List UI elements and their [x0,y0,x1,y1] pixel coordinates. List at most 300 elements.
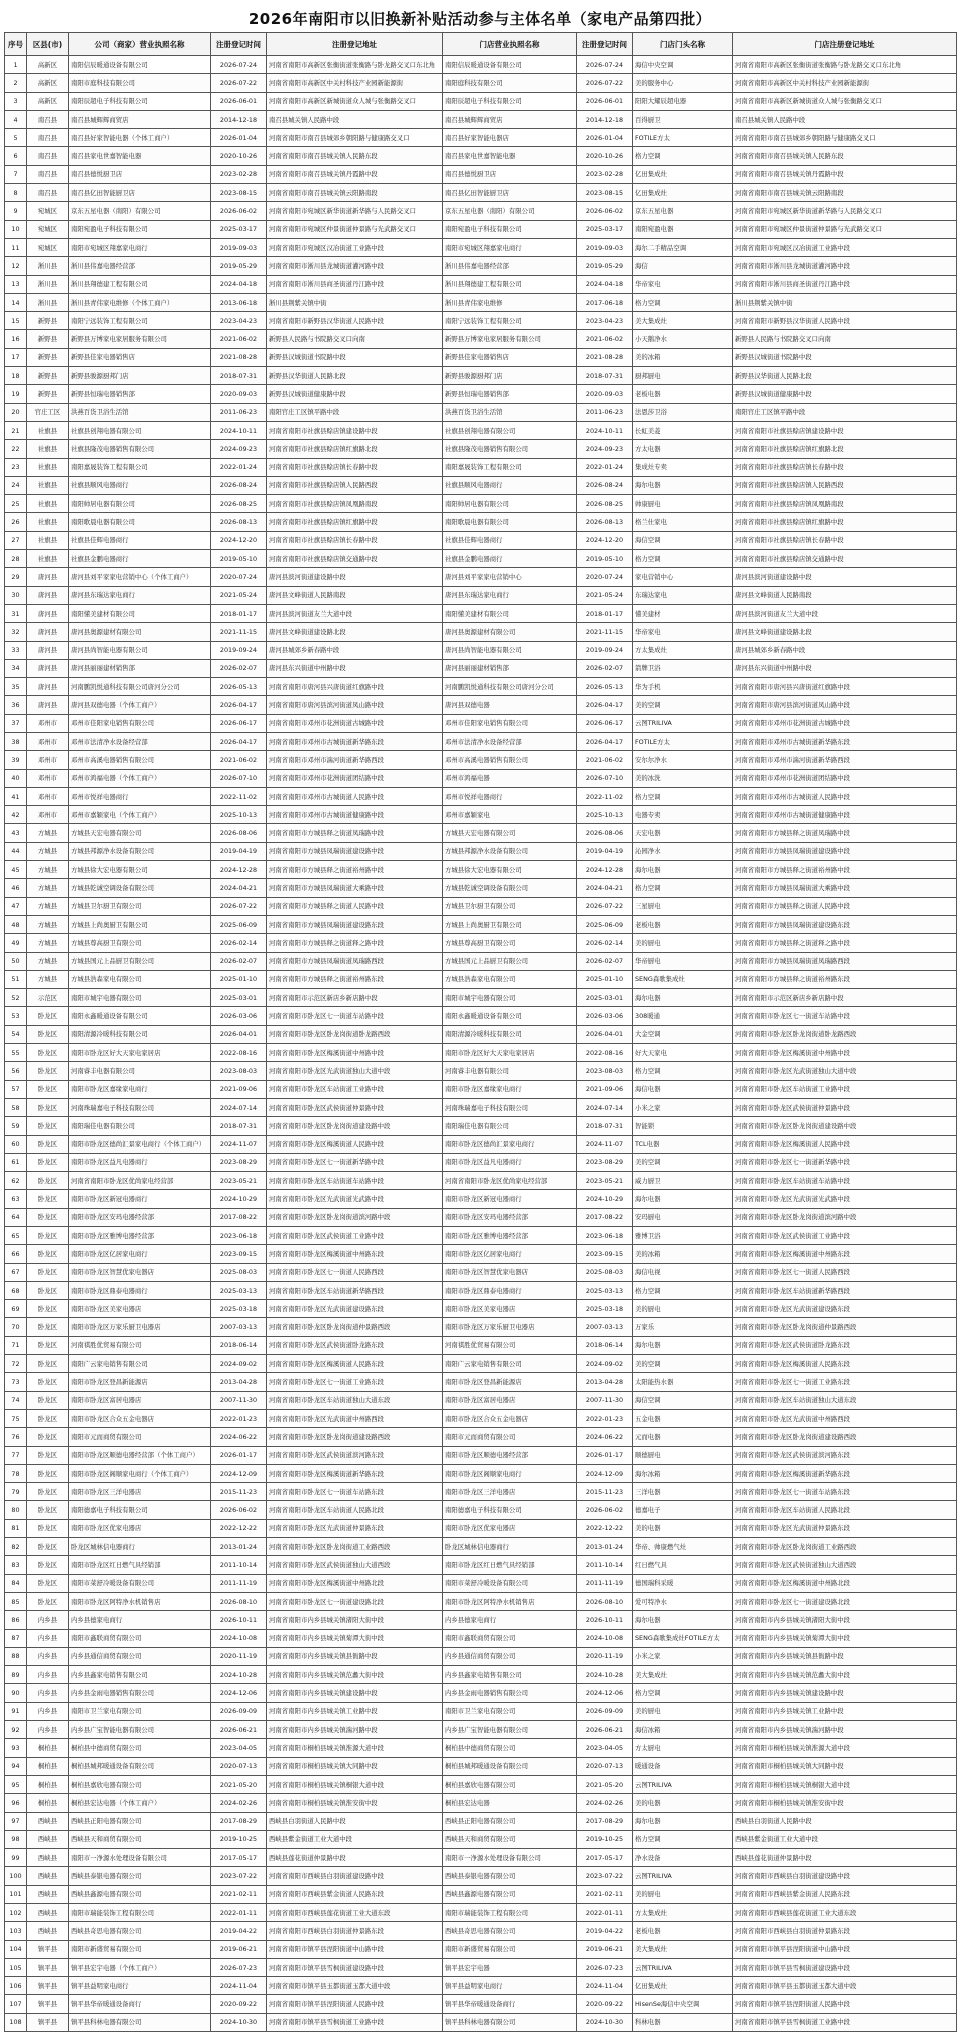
cell-store-address: 河南省南阳市卧龙区梅溪街道人民路中段 [733,1135,957,1153]
table-row [5,970,957,988]
cell-store-address: 河南省南阳市南召县城关镇丹霞路中段 [733,165,957,183]
cell-district: 西峡县 [27,1922,69,1940]
cell-company-name: 南阳市菜舒冷暖设备有限公司 [69,1574,211,1592]
cell-store-sign-name: 格力空调 [633,787,733,805]
cell-company-address: 河南省南阳市方城县释之街道裕州路中段 [267,861,443,879]
cell-store-license-name: 南召县亿田智能厨卫店 [443,184,577,202]
table-row [5,1940,957,1958]
cell-store-sign-name: HisenSe海信中央空调 [633,1995,733,2013]
cell-company-name: 南阳市卧龙区万家乐厨卫电器店 [69,1318,211,1336]
cell-store-reg-date: 2026-07-22 [577,897,633,915]
cell-company-reg-date: 2024-06-22 [211,1428,267,1446]
cell-company-address: 河南省南阳市方城县凤瑞街道大乘路中段 [267,879,443,897]
cell-store-address: 河南省南阳市方城县释之街道人民路中段 [733,897,957,915]
cell-district: 卧龙区 [27,1592,69,1610]
cell-store-sign-name: 美大集成灶 [633,1940,733,1958]
table-row [5,165,957,183]
cell-company-address: 河南省南阳市卧龙区梅溪街道新华路东段 [267,1464,443,1482]
cell-company-reg-date: 2023-07-22 [211,1867,267,1885]
cell-store-address: 河南省南阳市唐河县滨河街道凤山路中段 [733,696,957,714]
cell-company-reg-date: 2024-12-06 [211,1684,267,1702]
table-row [5,1757,957,1775]
cell-index: 44 [5,842,27,860]
cell-company-name: 南阳市鑫联商贸有限公司 [69,1629,211,1647]
cell-district: 西峡县 [27,1903,69,1921]
cell-store-address: 新野县汉城街道健康路中段 [733,385,957,403]
cell-store-address: 河南省南阳市邓州市古城街道健康路中段 [733,806,957,824]
cell-store-sign-name: 格力空调 [633,1062,733,1080]
cell-store-reg-date: 2019-05-29 [577,257,633,275]
cell-store-license-name: 镇平县科林电器有限公司 [443,2013,577,2031]
cell-store-address: 河南省南阳市高新区中关村科技产业园新能源街 [733,74,957,92]
cell-company-reg-date: 2018-07-31 [211,1117,267,1135]
cell-store-license-name: 南阳市卧龙区智慧优家电器店 [443,1263,577,1281]
cell-company-reg-date: 2023-08-29 [211,1153,267,1171]
cell-store-sign-name: 帅康厨电 [633,495,733,513]
cell-company-address: 河南省南阳市社旗县赊店镇长春路中段 [267,458,443,476]
cell-company-reg-date: 2024-12-09 [211,1464,267,1482]
cell-company-address: 河南省南阳市社旗县赊店镇建设路中段 [267,421,443,439]
cell-company-address: 新野县汉华街道人民路北段 [267,367,443,385]
cell-company-reg-date: 2024-11-07 [211,1135,267,1153]
table-row [5,1849,957,1867]
cell-store-address: 南阳官庄工区镇平路中段 [733,403,957,421]
cell-index: 38 [5,732,27,750]
cell-store-reg-date: 2020-07-13 [577,1757,633,1775]
cell-index: 94 [5,1757,27,1775]
cell-store-license-name: 南阳庭科技有限公司 [443,74,577,92]
cell-store-address: 新野县汉华街道人民路北段 [733,367,957,385]
cell-company-name: 新野县恒瑞电器销售部 [69,385,211,403]
cell-company-reg-date: 2019-10-25 [211,1830,267,1848]
cell-company-reg-date: 2024-10-30 [211,2013,267,2031]
cell-store-address: 河南省南阳市方城县凤瑞街道大乘路中段 [733,879,957,897]
cell-district: 邓州市 [27,751,69,769]
cell-district: 卧龙区 [27,1098,69,1116]
table-row [5,623,957,641]
table-row [5,1446,957,1464]
cell-store-license-name: 南阳市卧龙区嘉缘家电商行 [443,1080,577,1098]
cell-store-sign-name: 华帝家电 [633,623,733,641]
cell-store-reg-date: 2026-07-24 [577,56,633,74]
cell-company-name: 南阳辰超电子科技有限公司 [69,92,211,110]
cell-store-reg-date: 2022-11-02 [577,787,633,805]
cell-company-name: 南阳市卧龙区嘉缘家电商行 [69,1080,211,1098]
cell-company-name: 南阳清源冷暖科技有限公司 [69,1025,211,1043]
table-row [5,806,957,824]
cell-store-license-name: 河南祺胜优贸易有限公司 [443,1336,577,1354]
table-row [5,220,957,238]
table-row [5,1336,957,1354]
cell-index: 79 [5,1483,27,1501]
cell-district: 官庄工区 [27,403,69,421]
table-row [5,1281,957,1299]
cell-store-address: 河南省南阳市卧龙区七一街道车站路东段 [733,1483,957,1501]
table-row [5,1647,957,1665]
cell-store-sign-name: 美的电器 [633,1794,733,1812]
cell-store-reg-date: 2026-08-06 [577,824,633,842]
cell-company-reg-date: 2026-04-17 [211,732,267,750]
cell-store-address: 河南省南阳市社旗县赊店镇红旗路北段 [733,440,957,458]
cell-index: 76 [5,1428,27,1446]
cell-store-license-name: 方城县天宏电器有限公司 [443,824,577,842]
cell-store-sign-name: 美的电器 [633,1519,733,1537]
cell-company-address: 河南省南阳市卧龙区车站街道工业路中段 [267,1080,443,1098]
cell-company-name: 南阳懂美建材有限公司 [69,604,211,622]
cell-store-reg-date: 2018-07-31 [577,367,633,385]
cell-district: 卧龙区 [27,1355,69,1373]
cell-store-license-name: 南阳德嘉电子科技有限公司 [443,1501,577,1519]
cell-store-address: 河南省南阳市邓州市湍河街道新华路西段 [733,751,957,769]
cell-company-reg-date: 2026-03-06 [211,1007,267,1025]
cell-company-address: 河南省南阳市西峡县白羽街道建设路中段 [267,1867,443,1885]
cell-company-reg-date: 2021-06-02 [211,751,267,769]
cell-store-reg-date: 2017-05-17 [577,1849,633,1867]
cell-company-reg-date: 2025-01-10 [211,970,267,988]
cell-company-name: 邓州市法清净水设备经营部 [69,732,211,750]
cell-store-sign-name: 小米之家 [633,1098,733,1116]
cell-store-reg-date: 2026-02-14 [577,934,633,952]
cell-store-reg-date: 2022-01-11 [577,1903,633,1921]
cell-company-name: 南阳市卧龙区顺德电器经营部（个体工商户） [69,1446,211,1464]
cell-index: 5 [5,129,27,147]
cell-store-license-name: 南阳市卧龙区顺德电器经营部 [443,1446,577,1464]
cell-company-reg-date: 2025-03-13 [211,1281,267,1299]
cell-index: 103 [5,1922,27,1940]
cell-store-address: 淅川县荆紫关镇中街 [733,293,957,311]
cell-store-reg-date: 2020-10-26 [577,147,633,165]
cell-district: 卧龙区 [27,1300,69,1318]
cell-company-reg-date: 2024-02-26 [211,1794,267,1812]
table-row [5,1190,957,1208]
cell-index: 22 [5,440,27,458]
cell-store-license-name: 桐柏县中德商贸有限公司 [443,1739,577,1757]
cell-company-name: 南阳信辰暖通设备有限公司 [69,56,211,74]
cell-store-reg-date: 2011-11-19 [577,1574,633,1592]
cell-index: 32 [5,623,27,641]
cell-store-address: 河南省南阳市内乡县城关镇建设路中段 [733,1684,957,1702]
cell-district: 社旗县 [27,550,69,568]
cell-store-license-name: 桐柏县宏达电器 [443,1794,577,1812]
cell-index: 9 [5,202,27,220]
cell-company-address: 河南省南阳市邓州市古城街道新华路东段 [267,732,443,750]
cell-store-reg-date: 2023-08-03 [577,1062,633,1080]
cell-company-name: 南阳市卧龙区三洋电器店 [69,1483,211,1501]
cell-company-address: 西峡县紫金街道工业大道中段 [267,1830,443,1848]
cell-index: 105 [5,1958,27,1976]
cell-index: 53 [5,1007,27,1025]
table-row [5,1775,957,1793]
cell-store-address: 河南省南阳市桐柏县城关镇淮源大道中段 [733,1739,957,1757]
cell-index: 43 [5,824,27,842]
cell-company-address: 河南省南阳市卧龙区七一街道人民路西段 [267,1263,443,1281]
cell-store-address: 河南省南阳市卧龙区卧龙岗街道建设路西段 [733,1428,957,1446]
cell-company-reg-date: 2026-04-17 [211,696,267,714]
cell-store-sign-name: 美的厨电 [633,1702,733,1720]
cell-store-address: 河南省南阳市方城县凤瑞街道建设路东段 [733,915,957,933]
cell-district: 唐河县 [27,678,69,696]
cell-index: 7 [5,165,27,183]
cell-store-license-name: 内乡县广宝智能电器有限公司 [443,1721,577,1739]
cell-company-reg-date: 2026-08-10 [211,1592,267,1610]
cell-index: 1 [5,56,27,74]
cell-store-sign-name: 天宏电器 [633,824,733,842]
cell-district: 卧龙区 [27,1153,69,1171]
cell-store-license-name: 南阳瑞佳电器有限公司 [443,1117,577,1135]
cell-store-reg-date: 2023-06-18 [577,1227,633,1245]
cell-store-address: 河南省南阳市示范区新店乡新店路中段 [733,989,957,1007]
cell-company-address: 河南省南阳市桐柏县城关镇淮安街中段 [267,1794,443,1812]
cell-company-name: 西峡县天和商贸有限公司 [69,1830,211,1848]
cell-company-address: 河南省南阳市邓州市古城街道人民路中段 [267,787,443,805]
table-row [5,1135,957,1153]
cell-company-reg-date: 2017-05-17 [211,1849,267,1867]
cell-store-reg-date: 2019-04-22 [577,1922,633,1940]
cell-district: 镇平县 [27,1995,69,2013]
cell-index: 14 [5,293,27,311]
cell-store-license-name: 南阳市卧龙区亿居家电商行 [443,1245,577,1263]
cell-store-reg-date: 2020-09-22 [577,1995,633,2013]
cell-district: 南召县 [27,184,69,202]
cell-company-address: 西峡县白羽街道人民路中段 [267,1812,443,1830]
cell-store-sign-name: 家电营销中心 [633,568,733,586]
cell-company-name: 社旗县顺风电器商行 [69,476,211,494]
table-row [5,92,957,110]
cell-company-address: 河南省南阳市卧龙区武侯街道工业路中段 [267,1227,443,1245]
cell-store-license-name: 南阳懂美建材有限公司 [443,604,577,622]
cell-store-sign-name: 美大集成灶 [633,312,733,330]
cell-company-name: 西峡县正阳电器有限公司 [69,1812,211,1830]
cell-store-sign-name: 雅博卫浴 [633,1227,733,1245]
cell-company-address: 河南省南阳市宛城区汉冶街道工业路中段 [267,238,443,256]
cell-company-address: 河南省南阳市卧龙区武侯街道滨河路东段 [267,1446,443,1464]
cell-company-address: 唐河县文峰街道建设路北段 [267,623,443,641]
cell-company-reg-date: 2017-08-22 [211,1208,267,1226]
table-row [5,989,957,1007]
table-row [5,732,957,750]
cell-company-address: 河南省南阳市卧龙区七一街道新华路中段 [267,1153,443,1171]
cell-index: 11 [5,238,27,256]
cell-store-license-name: 邓州市佳阳家电销售有限公司 [443,714,577,732]
cell-company-name: 南阳市卧龙区益凡电器商行 [69,1153,211,1171]
cell-district: 淅川县 [27,257,69,275]
cell-company-name: 南阳市卧龙区新冠电器商行 [69,1190,211,1208]
cell-store-address: 南召县城关镇人民路中段 [733,110,957,128]
cell-company-reg-date: 2017-08-29 [211,1812,267,1830]
cell-company-reg-date: 2013-04-28 [211,1373,267,1391]
cell-company-address: 河南省南阳市卧龙区梅溪街道中州路北段 [267,1574,443,1592]
cell-index: 59 [5,1117,27,1135]
cell-company-address: 河南省南阳市卧龙区梅溪街道中州路东段 [267,1245,443,1263]
cell-store-sign-name: 美的厨电 [633,934,733,952]
table-row [5,1739,957,1757]
cell-company-address: 河南省南阳市桐柏县城关镇大同路中段 [267,1757,443,1775]
table-row [5,1812,957,1830]
cell-index: 47 [5,897,27,915]
cell-district: 方城县 [27,934,69,952]
cell-store-reg-date: 2021-06-02 [577,751,633,769]
cell-store-license-name: 西峡县正阳电器有限公司 [443,1812,577,1830]
cell-company-reg-date: 2022-11-02 [211,787,267,805]
table-row [5,238,957,256]
cell-store-address: 新野县汉城街道书院路中段 [733,348,957,366]
cell-store-license-name: 南召县城辉辉商贸店 [443,110,577,128]
cell-store-sign-name: 格力空调 [633,879,733,897]
header-store-reg-date: 注册登记时间 [577,33,633,56]
table-row [5,1428,957,1446]
cell-store-license-name: 南阳市宛城区翔嘉家电商行 [443,238,577,256]
cell-company-address: 西峡县莲花街道仲景路中段 [267,1849,443,1867]
cell-store-license-name: 南阳市卧龙区三洋电器店 [443,1483,577,1501]
cell-company-address: 河南省南阳市卧龙区光武街道中州路西段 [267,1409,443,1427]
cell-store-reg-date: 2024-09-02 [577,1355,633,1373]
cell-company-reg-date: 2021-05-20 [211,1775,267,1793]
cell-store-license-name: 南阳市卧龙区美家电器店 [443,1300,577,1318]
table-row [5,1318,957,1336]
cell-store-reg-date: 2007-03-13 [577,1318,633,1336]
cell-store-license-name: 南阳市元而商贸有限公司 [443,1428,577,1446]
cell-company-name: 镇平县科林电器有限公司 [69,2013,211,2031]
cell-store-address: 河南省南阳市卧龙区车站街道工业路中段 [733,1080,957,1098]
cell-store-license-name: 河南睿丰电器有限公司 [443,1062,577,1080]
cell-company-address: 河南省南阳市卧龙区车站街道人民路北段 [267,1501,443,1519]
cell-index: 67 [5,1263,27,1281]
cell-company-name: 邓州市嘉颖家电（个体工商户） [69,806,211,824]
cell-store-reg-date: 2025-01-10 [577,970,633,988]
cell-store-reg-date: 2021-11-15 [577,623,633,641]
cell-company-reg-date: 2026-02-14 [211,934,267,952]
cell-store-reg-date: 2025-10-13 [577,806,633,824]
table-header-row [5,33,957,56]
cell-store-address: 河南省南阳市卧龙区七一街道车站路中段 [733,1007,957,1025]
cell-store-license-name: 社旗县顺风电器商行 [443,476,577,494]
cell-store-reg-date: 2020-07-24 [577,568,633,586]
table-row [5,1080,957,1098]
cell-company-address: 河南省南阳市卧龙区车站街道新华路西段 [267,1281,443,1299]
cell-store-sign-name: 美的空调 [633,1355,733,1373]
cell-district: 宛城区 [27,238,69,256]
cell-store-sign-name: 亿田集成灶 [633,184,733,202]
cell-store-sign-name: 海信电视 [633,1263,733,1281]
cell-company-address: 河南省南阳市社旗县赊店镇长春路中段 [267,531,443,549]
cell-store-sign-name: FOTILE方太 [633,732,733,750]
cell-store-sign-name: 海信冰箱 [633,1721,733,1739]
cell-store-address: 河南省南阳市方城县释之街道裕州路东段 [733,970,957,988]
cell-store-license-name: 西峡县奇思电器有限公司 [443,1922,577,1940]
cell-district: 方城县 [27,824,69,842]
cell-company-address: 河南省南阳市内乡县城关镇渚阳大街中段 [267,1611,443,1629]
table-row [5,897,957,915]
cell-company-address: 河南省南阳市内乡县城关镇范蠡大街中段 [267,1666,443,1684]
cell-district: 淅川县 [27,293,69,311]
header-index: 序号 [5,33,27,56]
cell-company-address: 河南省南阳市唐河县兴唐街道红旗路中段 [267,678,443,696]
cell-index: 92 [5,1721,27,1739]
cell-company-reg-date: 2014-12-18 [211,110,267,128]
cell-index: 46 [5,879,27,897]
cell-store-license-name: 南阳市卧龙区登昌新能源店 [443,1373,577,1391]
cell-company-name: 南阳广云家电销售有限公司 [69,1355,211,1373]
cell-index: 75 [5,1409,27,1427]
cell-company-reg-date: 2013-06-18 [211,293,267,311]
cell-company-reg-date: 2025-08-03 [211,1263,267,1281]
cell-store-reg-date: 2021-09-06 [577,1080,633,1098]
cell-company-name: 南阳宛盈电子科技有限公司 [69,220,211,238]
cell-district: 卧龙区 [27,1501,69,1519]
cell-company-reg-date: 2024-07-14 [211,1098,267,1116]
cell-index: 57 [5,1080,27,1098]
cell-company-address: 河南省南阳市高新区中关村科技产业园新能源街 [267,74,443,92]
cell-store-reg-date: 2025-03-13 [577,1281,633,1299]
cell-company-reg-date: 2024-04-18 [211,275,267,293]
cell-district: 社旗县 [27,421,69,439]
cell-store-license-name: 方城县国元上品厨卫有限公司 [443,952,577,970]
cell-store-sign-name: 华帝、帅康燃气灶 [633,1538,733,1556]
table-row [5,1044,957,1062]
cell-company-name: 南阳市城宇电器有限公司 [69,989,211,1007]
cell-store-sign-name: 五金电器 [633,1409,733,1427]
cell-store-license-name: 镇平县华帝暖通设备商行 [443,1995,577,2013]
cell-company-name: 南阳永鑫暖通设备有限公司 [69,1007,211,1025]
header-company-name: 公司（商家）营业执照名称 [69,33,211,56]
table-row [5,348,957,366]
cell-store-license-name: 南阳市卧龙区鼎泰电器商行 [443,1281,577,1299]
cell-district: 新野县 [27,367,69,385]
cell-company-reg-date: 2025-03-18 [211,1300,267,1318]
cell-store-address: 河南省南阳市镇平县玉都街道玉都大道中段 [733,1977,957,1995]
header-store-address: 门店注册登记地址 [733,33,957,56]
cell-store-license-name: 新野县恒瑞电器销售部 [443,385,577,403]
cell-company-reg-date: 2020-07-24 [211,568,267,586]
cell-store-license-name: 淅川县青伟家电维修 [443,293,577,311]
cell-store-license-name: 方城县尊高厨卫有限公司 [443,934,577,952]
cell-company-reg-date: 2026-07-22 [211,74,267,92]
cell-store-address: 河南省南阳市西峡县白羽街道仲景路东段 [733,1922,957,1940]
cell-company-name: 西峡县泰银电器有限公司 [69,1867,211,1885]
cell-company-address: 河南省南阳市镇平县玉都街道玉都大道中段 [267,1977,443,1995]
cell-store-reg-date: 2023-08-29 [577,1153,633,1171]
cell-store-reg-date: 2026-08-25 [577,495,633,513]
cell-index: 84 [5,1574,27,1592]
cell-company-address: 河南省南阳市卧龙区卧龙岗街道工业路西段 [267,1538,443,1556]
cell-index: 93 [5,1739,27,1757]
table-row [5,367,957,385]
table-row [5,293,957,311]
cell-district: 社旗县 [27,513,69,531]
cell-store-sign-name: 懂美建材 [633,604,733,622]
cell-store-sign-name: 海尔电器 [633,861,733,879]
table-row [5,678,957,696]
cell-company-reg-date: 2024-09-23 [211,440,267,458]
cell-store-address: 河南省南阳市卧龙区车站街道车站路中段 [733,1172,957,1190]
cell-company-address: 河南省南阳市镇平县雪枫街道建设路中段 [267,1958,443,1976]
cell-company-reg-date: 2026-06-17 [211,714,267,732]
cell-company-reg-date: 2023-08-15 [211,184,267,202]
cell-store-sign-name: 太阳能热水器 [633,1373,733,1391]
cell-company-reg-date: 2022-01-11 [211,1903,267,1921]
cell-index: 60 [5,1135,27,1153]
cell-company-reg-date: 2023-04-05 [211,1739,267,1757]
cell-district: 唐河县 [27,568,69,586]
cell-store-sign-name: 亿田集成灶 [633,165,733,183]
cell-district: 卧龙区 [27,1483,69,1501]
cell-store-license-name: 南阳市卧龙区益凡电器商行 [443,1153,577,1171]
cell-company-reg-date: 2023-06-18 [211,1227,267,1245]
cell-district: 唐河县 [27,659,69,677]
cell-store-address: 河南省南阳市南召县城关镇人民路东段 [733,147,957,165]
cell-store-address: 河南省南阳市方城县释之街道凤瑞路中段 [733,824,957,842]
cell-store-sign-name: 海信空调 [633,531,733,549]
